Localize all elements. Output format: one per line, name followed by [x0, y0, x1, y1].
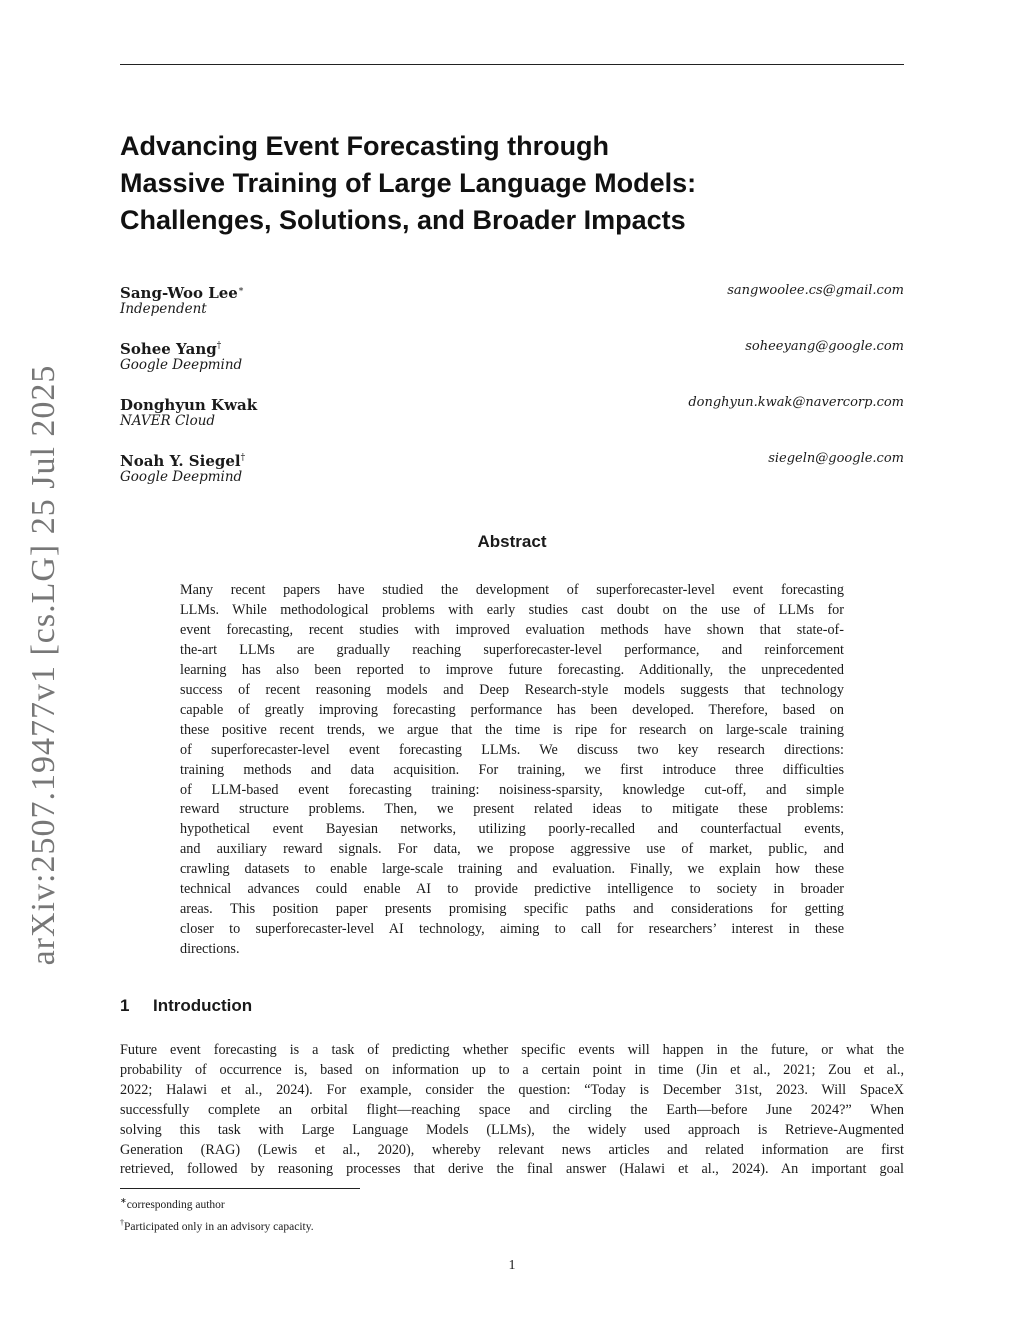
author-block: [120, 281, 904, 321]
footnote-text: Participated only in an advisory capacity.: [124, 1220, 314, 1233]
page-number: 1: [508, 1258, 516, 1273]
abstract-line: technical advances could enable AI to provide predictive intelligence to society in broader: [180, 881, 844, 898]
author-email[interactable]: soheeyang@google.com: [745, 339, 904, 354]
abstract-line: hypothetical event Bayesian networks, utilizing poorly-recalled and counterfactual events,: [180, 821, 844, 838]
section-title: Introduction: [153, 996, 253, 1015]
intro-line: probability of occurrence is, based on information up to a certain point in time (Jin et al., 2021; Zou et al.,: [120, 1061, 904, 1078]
author-name: Noah Y. Siegel: [120, 452, 241, 470]
intro-line: successfully complete an orbital flight—reaching space and circling the Earth—before June 2024?” When: [120, 1101, 904, 1118]
author-mark: ∗: [237, 285, 244, 295]
author-mark: †: [240, 453, 246, 463]
intro-body: [120, 1041, 904, 1180]
footnotes: [120, 1192, 314, 1236]
author-affiliation: Google Deepmind: [120, 357, 243, 373]
section-number: 1: [120, 996, 130, 1015]
author-name: Sohee Yang: [120, 340, 217, 358]
intro-line: retrieved, followed by reasoning processes that derive the final answer (Halawi et al., 2024). An important goal: [120, 1161, 904, 1178]
author-email[interactable]: sangwoolee.cs@gmail.com: [727, 283, 904, 298]
title-line: Massive Training of Large Language Models:: [120, 168, 697, 198]
author-block: [120, 449, 904, 489]
footnote: [120, 1192, 314, 1214]
footnote-mark: †: [120, 1217, 124, 1227]
abstract-line: crawling datasets to enable large-scale training and evaluation. Finally, we explain how these: [180, 861, 844, 878]
abstract-line: Many recent papers have studied the development of superforecaster-level event forecasting: [180, 582, 844, 598]
author-affiliation: Google Deepmind: [120, 469, 243, 485]
intro-line: 2022; Halawi et al., 2024). For example, consider the question: “Today is December 31st, 2023. Will SpaceX: [120, 1081, 904, 1098]
arxiv-stamp: arXiv:2507.19477v1 [cs.LG] 25 Jul 2025: [25, 364, 62, 966]
footnote-text: corresponding author: [126, 1198, 225, 1211]
author-email[interactable]: siegeln@google.com: [768, 451, 904, 466]
author-affiliation: Independent: [120, 301, 207, 317]
section-heading: [120, 996, 252, 1016]
intro-line: Generation (RAG) (Lewis et al., 2020), whereby relevant news articles and related information are first: [120, 1141, 904, 1158]
abstract-line: reward structure problems. Then, we present related ideas to mitigate these problems:: [180, 801, 844, 818]
abstract-line: of superforecaster-level event forecasting LLMs. We discuss two key research directions:: [180, 741, 844, 758]
author-block: [120, 393, 904, 433]
abstract-line: these positive recent trends, we argue that the time is ripe for research on large-scale training: [180, 721, 844, 738]
top-rule: [120, 64, 904, 65]
abstract-line: directions.: [180, 941, 240, 958]
author-name: Donghyun Kwak: [120, 396, 258, 414]
abstract-line: training methods and data acquisition. For training, we first introduce three difficulties: [180, 761, 844, 778]
abstract-line: capable of greatly improving forecasting performance has been developed. Therefore, based on: [180, 701, 844, 718]
title-line: Advancing Event Forecasting through: [120, 131, 610, 161]
footnote-rule: [120, 1188, 360, 1189]
author-mark: †: [216, 341, 222, 351]
abstract-line: success of recent reasoning models and Deep Research-style models suggests that technology: [180, 681, 844, 698]
abstract-line: LLMs. While methodological problems with early studies cast doubt on the use of LLMs for: [180, 601, 844, 618]
abstract-line: the-art LLMs are gradually reaching superforecaster-level performance, and reinforcement: [180, 641, 844, 658]
abstract-line: areas. This position paper presents promising specific paths and considerations for getting: [180, 901, 844, 918]
title-line: Challenges, Solutions, and Broader Impacts: [120, 205, 686, 235]
abstract-line: event forecasting, recent studies with improved evaluation methods have shown that state-of-: [180, 621, 844, 638]
abstract-body: [180, 581, 844, 960]
author-block: [120, 337, 904, 377]
abstract-line: closer to superforecaster-level AI technology, aiming to call for researchers’ interest in these: [180, 921, 844, 938]
footnote: [120, 1214, 314, 1236]
intro-line: solving this task with Large Language Models (LLMs), the widely used approach is Retrieve-Augmented: [120, 1121, 904, 1138]
footnote-mark: ∗: [120, 1196, 127, 1205]
abstract-line: of LLM-based event forecasting training: noisiness-sparsity, knowledge cut-off, and simple: [180, 781, 844, 798]
abstract-line: and auxiliary reward signals. For data, we propose aggressive use of market, public, and: [180, 841, 844, 858]
intro-line: Future event forecasting is a task of predicting whether specific events will happen in the future, or what the: [120, 1042, 904, 1058]
author-email[interactable]: donghyun.kwak@navercorp.com: [688, 395, 904, 410]
author-affiliation: NAVER Cloud: [120, 413, 216, 429]
abstract-line: learning has also been reported to improve future forecasting. Additionally, the unprecedented: [180, 661, 844, 678]
abstract-heading: Abstract: [477, 532, 547, 551]
paper-title: [120, 128, 860, 239]
author-name: Sang-Woo Lee: [120, 284, 238, 302]
